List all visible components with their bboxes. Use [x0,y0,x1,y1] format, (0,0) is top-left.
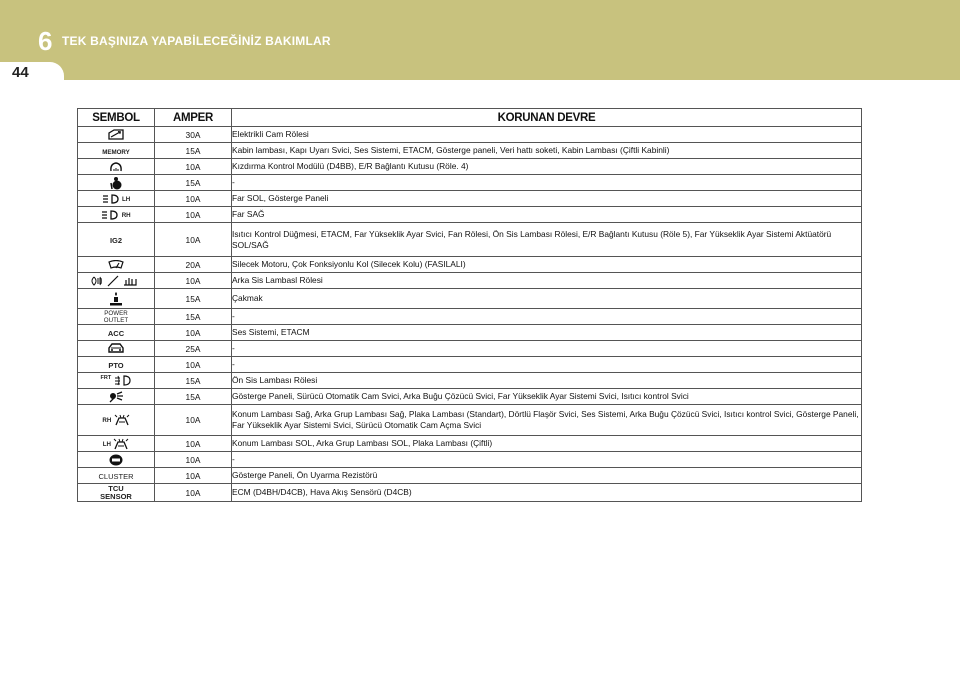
circuit-cell: Çakmak [232,289,862,309]
symbol-label: IG2 [109,235,123,245]
amper-cell: 15A [155,143,232,159]
amper-cell: 15A [155,389,232,405]
table-row [78,191,862,207]
circuit-cell: - [232,452,862,468]
table-row [78,127,862,143]
table-row [78,175,862,191]
amper-cell: 30A [155,127,232,143]
circuit-cell: Elektrikli Cam Rölesi [232,127,862,143]
circuit-cell: - [232,357,862,373]
table-row [78,452,862,468]
page-number: 44 [12,64,29,81]
symbol-cell [78,357,155,373]
table-row [78,436,862,452]
circuit-cell: Isıtıcı Kontrol Düğmesi, ETACM, Far Yükseklik Ayar Svici, Fan Rölesi, Ön Sis Lambası Rölesi, E/R Bağlantı Kutusu (Röle 5), Far Yükseklik Ayar Sistemi Aktüatörü SOL/SAĞ [232,223,862,257]
table-row [78,325,862,341]
symbol-label: LH [102,440,111,448]
table-row [78,405,862,436]
headlamp-icon [101,210,119,220]
circuit-cell: Silecek Motoru, Çok Fonksiyonlu Kol (Silecek Kolu) (FASILALI) [232,257,862,273]
table-row [78,373,862,389]
glow-plug-icon [109,161,123,173]
amper-cell: 10A [155,273,232,289]
fuse-table [77,108,862,502]
circuit-cell: Gösterge Paneli, Ön Uyarma Rezistörü [232,468,862,484]
table-row [78,257,862,273]
power-window-icon [108,129,124,140]
amper-cell: 10A [155,452,232,468]
symbol-label: RH [121,212,131,220]
header-circuit: KORUNAN DEVRE [232,109,862,127]
symbol-cell [78,175,155,191]
amper-cell: 20A [155,257,232,273]
symbol-cell [78,223,155,257]
amper-cell: 10A [155,357,232,373]
circuit-cell: Ön Sis Lambası Rölesi [232,373,862,389]
table-header-row [78,109,862,127]
table-row [78,341,862,357]
stop-lamp-icon [109,454,123,466]
header-amper: AMPER [155,109,232,127]
symbol-cell [78,405,155,436]
symbol-label: ACC [107,328,125,338]
table-row [78,289,862,309]
circuit-cell: Far SOL, Gösterge Paneli [232,191,862,207]
table-row [78,159,862,175]
chapter-title: TEK BAŞINIZA YAPABİLECEĞİNİZ BAKIMLAR [62,34,331,48]
symbol-cell [78,309,155,325]
cigar-lighter-icon [109,291,123,307]
symbol-label: RH [102,417,112,425]
circuit-cell: Arka Sis Lambasl Rölesi [232,273,862,289]
light-switch-icon [108,391,124,403]
circuit-cell: Gösterge Paneli, Sürücü Otomatik Cam Svici, Arka Buğu Çözücü Svici, Far Yükseklik Ayar Sistemi Svici, Isıtıcı kontrol Svici [232,389,862,405]
table-row [78,309,862,325]
amper-cell: 10A [155,159,232,175]
header-symbol: SEMBOL [78,109,155,127]
amper-cell: 10A [155,325,232,341]
table-row [78,223,862,257]
symbol-cell [78,389,155,405]
headlamp-icon [102,194,120,204]
symbol-label: LH [122,196,131,204]
circuit-cell: - [232,309,862,325]
symbol-cell [78,341,155,357]
table-row [78,468,862,484]
position-lamp-icon [113,438,129,450]
symbol-cell [78,325,155,341]
amper-cell: 15A [155,373,232,389]
amper-cell: 15A [155,309,232,325]
amper-cell: 10A [155,484,232,502]
car-icon [107,343,125,354]
amper-cell: 15A [155,289,232,309]
symbol-label: TCU SENSOR [100,483,132,501]
symbol-label: POWER OUTLET [103,309,129,324]
symbol-label: FRT [100,374,112,381]
symbol-cell [78,143,155,159]
circuit-cell: - [232,175,862,191]
table-row [78,207,862,223]
table-row [78,389,862,405]
amper-cell: 10A [155,223,232,257]
amper-cell: 10A [155,436,232,452]
table-row [78,357,862,373]
table-row [78,484,862,502]
circuit-cell: Kızdırma Kontrol Modülü (D4BB), E/R Bağlantı Kutusu (Röle. 4) [232,159,862,175]
amper-cell: 10A [155,207,232,223]
table-row [78,143,862,159]
airbag-icon [109,176,123,190]
symbol-cell [78,207,155,223]
position-lamp-icon [114,414,130,426]
symbol-cell [78,373,155,389]
symbol-cell [78,436,155,452]
symbol-cell [78,273,155,289]
amper-cell: 10A [155,405,232,436]
symbol-label: CLUSTER [98,471,134,481]
table-row [78,273,862,289]
circuit-cell: Konum Lambası Sağ, Arka Grup Lambası Sağ, Plaka Lambası (Standart), Dörtlü Flaşör Svici, Ses Sistemi, Arka Buğu Çözücü Svici, Isıtıcı kontrol Svici, Gösterge Paneli, Far Yükseklik Ayar Sistemi Svici, Sürücü Otomatik Cam Açma Svici [232,405,862,436]
chapter-number: 6 [38,26,53,56]
amper-cell: 25A [155,341,232,357]
symbol-cell [78,468,155,484]
circuit-cell: ECM (D4BH/D4CB), Hava Akış Sensörü (D4CB) [232,484,862,502]
amper-cell: 10A [155,468,232,484]
symbol-cell [78,289,155,309]
circuit-cell: Konum Lambası SOL, Arka Grup Lambası SOL, Plaka Lambası (Çiftli) [232,436,862,452]
symbol-cell [78,257,155,273]
page-number-tab [0,62,64,90]
amper-cell: 10A [155,191,232,207]
front-fog-icon [114,375,132,386]
symbol-cell [78,484,155,502]
circuit-cell: - [232,341,862,357]
symbol-label: MEMORY [102,148,130,156]
circuit-cell: Ses Sistemi, ETACM [232,325,862,341]
amper-cell: 15A [155,175,232,191]
symbol-cell [78,452,155,468]
circuit-cell: Kabin lambası, Kapı Uyarı Svici, Ses Sistemi, ETACM, Gösterge paneli, Veri hattı soketi, Kabin Lambası (Çiftli Kabinli) [232,143,862,159]
wiper-icon [108,260,124,270]
rear-fog-icon [90,275,142,287]
symbol-cell [78,191,155,207]
symbol-cell [78,159,155,175]
symbol-cell [78,127,155,143]
symbol-label: PTO [108,360,124,370]
circuit-cell: Far SAĞ [232,207,862,223]
